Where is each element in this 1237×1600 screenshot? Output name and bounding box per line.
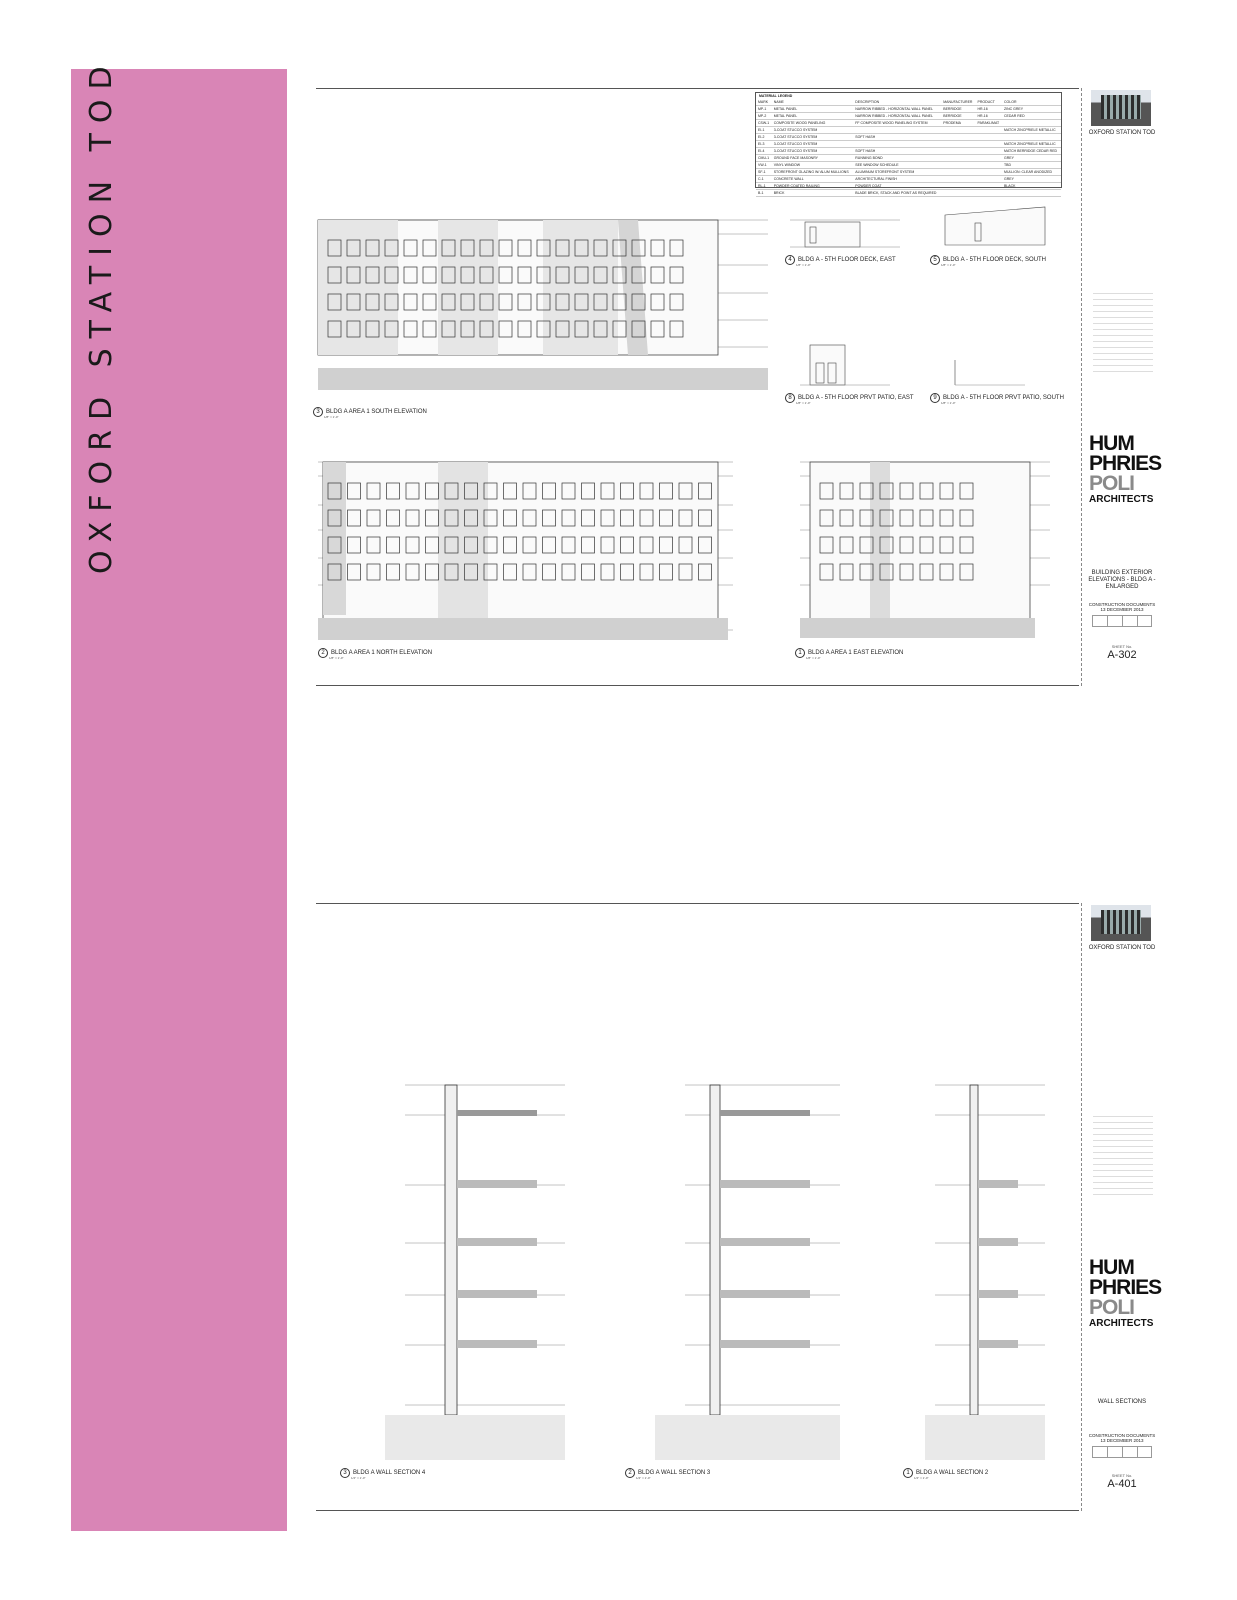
firm-logo-line: PHRIES bbox=[1089, 452, 1162, 475]
view-number: 5 bbox=[930, 255, 940, 265]
legend-cell: NARROW RIBBED - HORIZONTAL WALL PANEL bbox=[853, 113, 941, 120]
legend-cell: CEDAR RED bbox=[1002, 113, 1061, 120]
legend-cell: VW-1 bbox=[756, 162, 772, 169]
view-label-patio-south bbox=[930, 393, 1064, 403]
legend-cell: METAL PANEL bbox=[772, 106, 854, 113]
legend-cell: VINYL WINDOW bbox=[772, 162, 854, 169]
legend-cell: 3-COAT STUCCO SYSTEM bbox=[772, 127, 854, 134]
legend-table bbox=[756, 99, 1061, 197]
view-title: BLDG A - 5TH FLOOR PRVT PATIO, EAST bbox=[798, 395, 914, 401]
legend-cell: POWDER COATED RAILING bbox=[772, 183, 854, 190]
view-label-east-elevation bbox=[795, 648, 903, 658]
legend-cell bbox=[976, 169, 1003, 176]
view-scale: 1/8" = 1'-0" bbox=[941, 263, 956, 267]
legend-head-cell: COLOR bbox=[1002, 99, 1061, 106]
legend-row bbox=[756, 127, 1061, 134]
view-label-deck-east bbox=[785, 255, 896, 265]
legend-head-cell: NAME bbox=[772, 99, 854, 106]
legend-cell: MATCH ZINCPRIELE METALLIC bbox=[1002, 141, 1061, 148]
tb-sheet-name: WALL SECTIONS bbox=[1097, 1399, 1147, 1405]
view-label-wall-section-2 bbox=[903, 1468, 988, 1478]
view-number: 1 bbox=[903, 1468, 913, 1478]
view-scale: 1/8" = 1'-0" bbox=[941, 401, 956, 405]
legend-cell bbox=[1002, 120, 1061, 127]
legend-cell bbox=[941, 127, 975, 134]
phase-label: CONSTRUCTION DOCUMENTS bbox=[1088, 602, 1156, 607]
legend-row bbox=[756, 162, 1061, 169]
legend-cell bbox=[976, 176, 1003, 183]
legend-cell bbox=[941, 162, 975, 169]
legend-cell: PARAKLIMAT bbox=[976, 120, 1003, 127]
legend-cell: GREY bbox=[1002, 176, 1061, 183]
legend-head-cell: MARK bbox=[756, 99, 772, 106]
legend-cell: PRODEMA bbox=[941, 120, 975, 127]
firm-logo-line: POLI bbox=[1089, 1296, 1135, 1319]
view-label-wall-section-4 bbox=[340, 1468, 425, 1478]
title-block-a401 bbox=[1087, 903, 1165, 1511]
legend-cell bbox=[941, 183, 975, 190]
material-legend bbox=[755, 92, 1062, 195]
legend-row bbox=[756, 183, 1061, 190]
legend-cell bbox=[941, 176, 975, 183]
legend-cell bbox=[976, 162, 1003, 169]
firm-logo-line: HUM bbox=[1089, 432, 1134, 455]
view-title: BLDG A - 5TH FLOOR DECK, SOUTH bbox=[943, 257, 1047, 263]
legend-cell: 3-COAT STUCCO SYSTEM bbox=[772, 134, 854, 141]
sheet-number-label: SHEET No. bbox=[1111, 1473, 1133, 1478]
legend-cell: FF COMPOSITE WOOD PANELING SYSTEM bbox=[853, 120, 941, 127]
legend-cell: EI-2 bbox=[756, 134, 772, 141]
view-label-wall-section-3 bbox=[625, 1468, 710, 1478]
legend-row bbox=[756, 141, 1061, 148]
view-scale: 1/8" = 1'-0" bbox=[329, 656, 344, 660]
phase-date: 13 DECEMBER 2013 bbox=[1100, 1438, 1144, 1443]
legend-cell bbox=[941, 134, 975, 141]
legend-title: MATERIAL LEGEND bbox=[759, 94, 793, 98]
legend-cell: C-1 bbox=[756, 176, 772, 183]
legend-row bbox=[756, 106, 1061, 113]
firm-logo-line: HUM bbox=[1089, 1256, 1134, 1279]
legend-cell: MP-2 bbox=[756, 113, 772, 120]
view-title: BLDG A WALL SECTION 3 bbox=[638, 1470, 711, 1476]
view-number: 2 bbox=[625, 1468, 635, 1478]
legend-cell bbox=[1002, 134, 1061, 141]
view-number: 8 bbox=[785, 393, 795, 403]
legend-cell: GROUND FACE MASONRY bbox=[772, 155, 854, 162]
legend-row bbox=[756, 148, 1061, 155]
legend-cell: BRICK bbox=[772, 190, 854, 197]
legend-row bbox=[756, 155, 1061, 162]
view-scale: 1/4" = 1'-0" bbox=[636, 1476, 651, 1480]
legend-cell: ALUMINUM STOREFRONT SYSTEM bbox=[853, 169, 941, 176]
legend-cell bbox=[941, 141, 975, 148]
view-label-deck-south bbox=[930, 255, 1046, 265]
view-title: BLDG A AREA 1 NORTH ELEVATION bbox=[331, 650, 433, 656]
east-elevation-drawing bbox=[800, 450, 1055, 650]
firm-logo bbox=[1089, 1256, 1162, 1329]
tb-sheet-name: BUILDING EXTERIOR ELEVATIONS - BLDG A - ENLARGED bbox=[1088, 570, 1156, 590]
legend-cell: EI-1 bbox=[756, 127, 772, 134]
legend-cell: MULLION: CLEAR ANODIZED bbox=[1002, 169, 1061, 176]
view-title: BLDG A WALL SECTION 2 bbox=[916, 1470, 989, 1476]
legend-cell: BLADE BRICK, STACK AND POINT AS REQUIRED bbox=[853, 190, 941, 197]
wall-section-2-drawing bbox=[895, 1050, 1055, 1460]
legend-cell: HR-16 bbox=[976, 106, 1003, 113]
legend-cell bbox=[976, 183, 1003, 190]
legend-cell: SOFT HASH bbox=[853, 134, 941, 141]
legend-row bbox=[756, 134, 1061, 141]
tb-phase bbox=[1087, 602, 1157, 627]
view-label-south-elevation bbox=[313, 407, 427, 417]
project-band-title: OXFORD STATION TOD bbox=[84, 56, 119, 574]
north-elevation-drawing bbox=[318, 450, 738, 655]
legend-cell: SEE WINDOW SCHEDULE bbox=[853, 162, 941, 169]
legend-cell: TBD bbox=[1002, 162, 1061, 169]
view-scale: 1/8" = 1'-0" bbox=[796, 401, 811, 405]
wall-section-3-drawing bbox=[625, 1050, 855, 1460]
tb-project-name: OXFORD STATION TOD bbox=[1088, 130, 1156, 136]
view-scale: 1/8" = 1'-0" bbox=[806, 656, 821, 660]
legend-cell: ARCHITECTURAL FINISH bbox=[853, 176, 941, 183]
sheet-number-label: SHEET No. bbox=[1111, 644, 1133, 649]
legend-row bbox=[756, 113, 1061, 120]
tb-phase bbox=[1087, 1433, 1157, 1458]
legend-cell: EI-4 bbox=[756, 148, 772, 155]
firm-logo-line: POLI bbox=[1089, 472, 1135, 495]
legend-cell: 3-COAT STUCCO SYSTEM bbox=[772, 141, 854, 148]
view-number: 9 bbox=[930, 393, 940, 403]
legend-cell: POWDER COAT bbox=[853, 183, 941, 190]
legend-cell: CMU-1 bbox=[756, 155, 772, 162]
legend-cell: B-1 bbox=[756, 190, 772, 197]
legend-cell: METAL PANEL bbox=[772, 113, 854, 120]
view-number: 3 bbox=[340, 1468, 350, 1478]
revision-list bbox=[1093, 288, 1153, 372]
view-number: 4 bbox=[785, 255, 795, 265]
view-label-patio-east bbox=[785, 393, 914, 403]
view-title: BLDG A AREA 1 EAST ELEVATION bbox=[808, 650, 904, 656]
legend-cell bbox=[976, 155, 1003, 162]
tb-sheet-number bbox=[1087, 644, 1157, 661]
legend-cell bbox=[941, 148, 975, 155]
view-scale: 1/8" = 1'-0" bbox=[324, 415, 339, 419]
deck-east-drawing bbox=[790, 200, 910, 260]
firm-logo-line: ARCHITECTS bbox=[1089, 494, 1154, 505]
legend-cell bbox=[976, 148, 1003, 155]
project-rendering bbox=[1091, 905, 1151, 941]
firm-logo bbox=[1089, 432, 1162, 505]
legend-head-cell: DESCRIPTION bbox=[853, 99, 941, 106]
legend-cell: RL-1 bbox=[756, 183, 772, 190]
phase-label: CONSTRUCTION DOCUMENTS bbox=[1088, 1433, 1156, 1438]
deck-south-drawing bbox=[935, 195, 1060, 255]
view-title: BLDG A - 5TH FLOOR PRVT PATIO, SOUTH bbox=[943, 395, 1064, 401]
legend-cell: GREY bbox=[1002, 155, 1061, 162]
sheet-number: A-401 bbox=[1107, 1478, 1137, 1490]
legend-cell bbox=[853, 127, 941, 134]
project-rendering bbox=[1091, 90, 1151, 126]
legend-cell bbox=[941, 169, 975, 176]
view-scale: 1/4" = 1'-0" bbox=[351, 1476, 366, 1480]
legend-cell bbox=[976, 127, 1003, 134]
view-title: BLDG A - 5TH FLOOR DECK, EAST bbox=[798, 257, 896, 263]
view-number: 2 bbox=[318, 648, 328, 658]
legend-cell bbox=[853, 141, 941, 148]
view-title: BLDG A WALL SECTION 4 bbox=[353, 1470, 426, 1476]
view-number: 1 bbox=[795, 648, 805, 658]
phase-date: 13 DECEMBER 2013 bbox=[1100, 607, 1144, 612]
revision-list bbox=[1093, 1111, 1153, 1195]
south-elevation-drawing bbox=[318, 190, 778, 405]
view-number: 3 bbox=[313, 407, 323, 417]
firm-logo-line: PHRIES bbox=[1089, 1276, 1162, 1299]
legend-cell: 3-COAT STUCCO SYSTEM bbox=[772, 148, 854, 155]
legend-cell bbox=[976, 141, 1003, 148]
legend-row bbox=[756, 120, 1061, 127]
legend-cell: RUNNING BOND bbox=[853, 155, 941, 162]
legend-cell: STOREFRONT GLAZING W/ ALUM MULLIONS bbox=[772, 169, 854, 176]
legend-cell: NARROW RIBBED - HORIZONTAL WALL PANEL bbox=[853, 106, 941, 113]
view-title: BLDG A AREA 1 SOUTH ELEVATION bbox=[326, 409, 427, 415]
legend-cell: BERRIDGE bbox=[941, 113, 975, 120]
view-label-north-elevation bbox=[318, 648, 432, 658]
legend-cell: EI-3 bbox=[756, 141, 772, 148]
patio-east-drawing bbox=[800, 335, 900, 390]
legend-cell: MATCH BERRIDGE CEDAR RED bbox=[1002, 148, 1061, 155]
legend-cell: MATCH ZINCPRIELE METALLIC bbox=[1002, 127, 1061, 134]
legend-cell: BERRIDGE bbox=[941, 106, 975, 113]
legend-row bbox=[756, 176, 1061, 183]
legend-head-cell: MANUFACTURER bbox=[941, 99, 975, 106]
legend-cell: SF-1 bbox=[756, 169, 772, 176]
tb-sheet-number bbox=[1087, 1473, 1157, 1490]
legend-cell: CSW-1 bbox=[756, 120, 772, 127]
title-block-a302 bbox=[1087, 88, 1165, 686]
legend-cell: ZINC GREY bbox=[1002, 106, 1061, 113]
legend-cell: HR-16 bbox=[976, 113, 1003, 120]
view-scale: 1/4" = 1'-0" bbox=[914, 1476, 929, 1480]
wall-section-4-drawing bbox=[345, 1050, 585, 1460]
legend-cell: BLACK bbox=[1002, 183, 1061, 190]
legend-head-cell: PRODUCT bbox=[976, 99, 1003, 106]
legend-cell: CONCRETE WALL bbox=[772, 176, 854, 183]
legend-row bbox=[756, 169, 1061, 176]
legend-cell bbox=[976, 134, 1003, 141]
legend-cell: SOFT HASH bbox=[853, 148, 941, 155]
tb-project-name: OXFORD STATION TOD bbox=[1088, 945, 1156, 951]
view-scale: 1/8" = 1'-0" bbox=[796, 263, 811, 267]
patio-south-drawing bbox=[945, 355, 1035, 390]
sheet-number: A-302 bbox=[1107, 649, 1137, 661]
legend-cell bbox=[941, 155, 975, 162]
firm-logo-line: ARCHITECTS bbox=[1089, 1318, 1154, 1329]
legend-cell: MP-1 bbox=[756, 106, 772, 113]
legend-cell: COMPOSITE WOOD PANELING bbox=[772, 120, 854, 127]
